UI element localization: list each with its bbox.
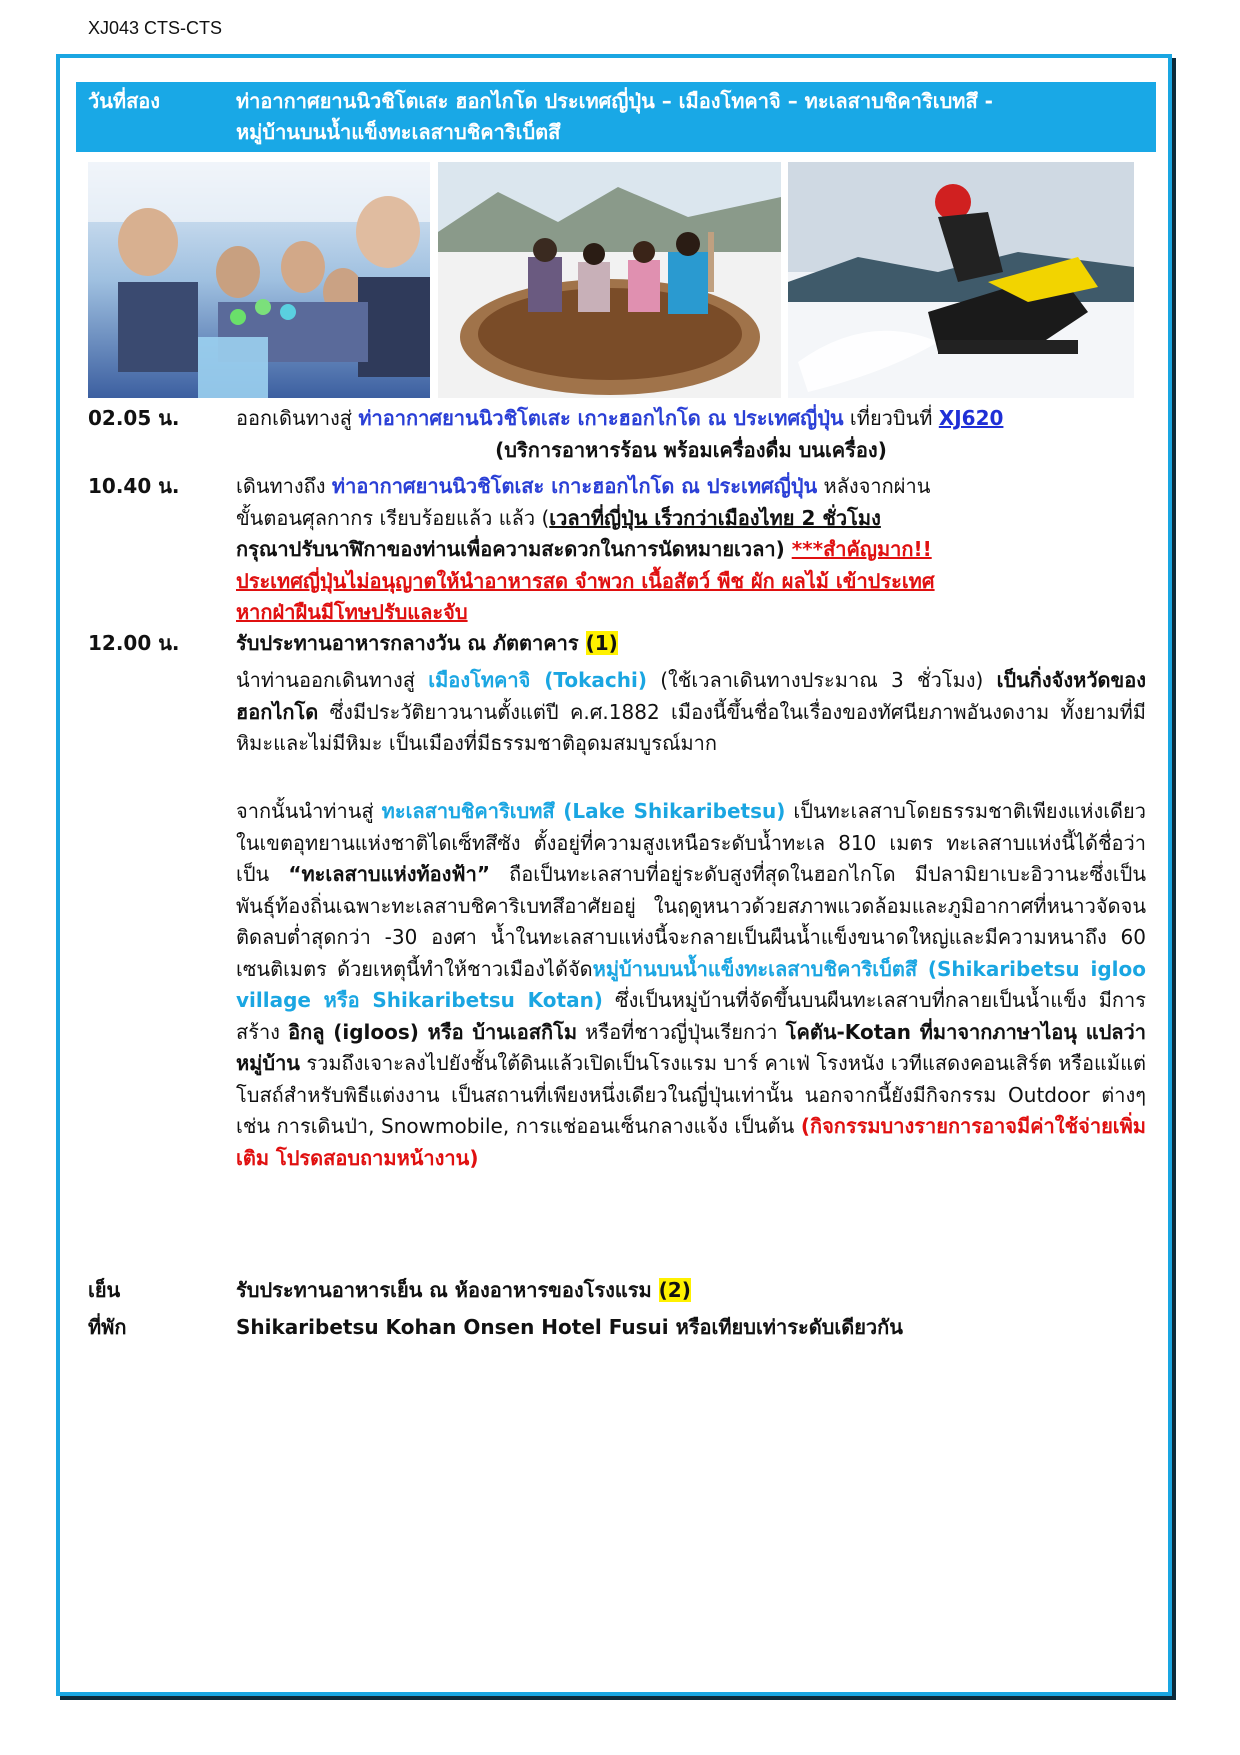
para2-a: จากนั้นนำท่านสู่ xyxy=(236,799,382,823)
igloo-village-name: หมู่บ้านบนน้ำแข็งทะเลสาบชิคาริเบ็ตสึ (Shikaribetsu igloo village หรือ Shikaribetsu Kotan) xyxy=(236,956,1146,1012)
warning-important: ***สำคัญมาก!! xyxy=(791,537,932,561)
para1-a: นำท่านออกเดินทางสู่ xyxy=(236,668,429,692)
flight-number-link[interactable]: XJ620 xyxy=(938,406,1004,430)
warning-line3: หากฝ่าฝืนมีโทษปรับและจับ xyxy=(236,600,468,624)
para2-e: หรือที่ชาวญี่ปุ่นเรียกว่า xyxy=(577,1019,786,1044)
para1-bold: เป็นกิ่งจังหวัดของฮอกไกโด xyxy=(236,668,1146,724)
para2-f: รวมถึงเจาะลงไปยังชั้นใต้ดินแล้วเปิดเป็นโรงแรม บาร์ คาเฟ่ โรงหนัง เวทีแสดงคอนเสิร์ต หรือแม้แต่โบสถ์สำหรับพิธีแต่งงาน เป็นสถานที่เพียงหนึ่งเดียวในญี่ปุ่นเท่านั้น นอกจากนี้ยังมีกิจกรรม Outdoor ต่างๆ เช่น การเดินป่า, Snowmobile, การแช่ออนเซ็นกลางแจ้ง เป็นต้น xyxy=(236,1051,1146,1138)
row2-post: หลังจากผ่าน xyxy=(817,474,931,498)
day-title-line1: ท่าอากาศยานนิวชิโตเสะ ฮอกไกโด ประเทศญี่ปุ่น – เมืองโทคาจิ – ทะเลสาบชิคาริเบทสึ - xyxy=(236,89,993,113)
city-name: เมืองโทคาจิ (Tokachi) xyxy=(428,668,647,692)
snowmobile-photo xyxy=(788,162,1134,398)
day-title-line2: หมู่บ้านบนน้ำแข็งทะเลสาบชิคาริเบ็ตสึ xyxy=(236,120,561,144)
itinerary-row-1200 xyxy=(88,628,1146,660)
foot-bath-photo xyxy=(438,162,781,398)
day-heading-bar xyxy=(76,82,1156,152)
time-label: 02.05 น. xyxy=(88,406,180,430)
time-label: 12.00 น. xyxy=(88,631,180,655)
sky-lake-quote: “ทะเลสาบแห่งท้องฟ้า” xyxy=(288,862,490,886)
ice-bar-photo xyxy=(88,162,430,398)
igloo-term: อิกลู (igloos) หรือ บ้านเอสกิโม xyxy=(288,1019,578,1044)
row2-time-diff: เวลาที่ญี่ปุ่น เร็วกว่าเมืองไทย 2 ชั่วโมง xyxy=(549,505,881,530)
itinerary-row-1040 xyxy=(88,471,1146,629)
hotel-post: หรือเทียบเท่าระดับเดียวกัน xyxy=(668,1315,903,1339)
row2-pre: เดินทางถึง xyxy=(236,474,332,498)
hotel-row xyxy=(88,1312,1146,1344)
kotan-term: โคตัน-Kotan ที่มาจากภาษาไอนุ แปลว่า หมู่บ้าน xyxy=(236,1019,1146,1075)
hotel-name: Shikaribetsu Kohan Onsen Hotel Fusui xyxy=(236,1315,669,1339)
row2-place: ท่าอากาศยานนิวชิโตเสะ เกาะฮอกไกโด ณ ประเทศญี่ปุ่น xyxy=(331,474,818,498)
para2-d: ซึ่งเป็นหมู่บ้านที่จัดขึ้นบนผืนทะเลสาบที่กลายเป็นน้ำแข็ง มีการสร้าง xyxy=(236,988,1146,1044)
para2-b: เป็นทะเลสาบโดยธรรมชาติเพียงแห่งเดียวในเขตอุทยานแห่งชาติไดเซ็ทสึซัง ตั้งอยู่ที่ความสูงเหนือระดับน้ำทะเล 810 เมตร ทะเลสาบแห่งนี้ได้ชื่อว่าเป็น xyxy=(236,799,1146,886)
day-label: วันที่สอง xyxy=(88,89,161,113)
meal-number: (2) xyxy=(658,1278,691,1302)
time-label: 10.40 น. xyxy=(88,474,180,498)
shikaribetsu-paragraph xyxy=(88,796,1146,1174)
row1-meal: (บริการอาหารร้อน พร้อมเครื่องดื่ม บนเครื่อง) xyxy=(495,437,887,462)
row1-pre: ออกเดินทางสู่ xyxy=(236,406,359,430)
extra-cost-note: (กิจกรรมบางรายการอาจมีค่าใช้จ่ายเพิ่มเติม โปรดสอบถามหน้างาน) xyxy=(236,1114,1146,1170)
para1-c: ซึ่งมีประวัติยาวนานตั้งแต่ปี ค.ศ.1882 เมืองนี้ขึ้นชื่อในเรื่องของทัศนียภาพอันงดงาม ทั้งยามที่มีหิมะและไม่มีหิมะ เป็นเมืองที่มีธรรมชาติอุดมสมบูรณ์มาก xyxy=(236,699,1146,755)
row2-line3a: กรุณาปรับนาฬิกาของท่านเพื่อความสะดวกในการนัดหมายเวลา) xyxy=(236,537,792,561)
tokachi-paragraph xyxy=(88,665,1146,760)
row3-text: รับประทานอาหารกลางวัน ณ ภัตตาคาร xyxy=(236,631,586,655)
dinner-label: เย็น xyxy=(88,1278,121,1302)
dinner-text: รับประทานอาหารเย็น ณ ห้องอาหารของโรงแรม xyxy=(236,1278,659,1302)
day-title xyxy=(236,86,1146,148)
lake-name: ทะเลสาบชิคาริเบทสึ (Lake Shikaribetsu) xyxy=(381,799,786,823)
dinner-row xyxy=(88,1275,1146,1307)
para2-c: ถือเป็นทะเลสาบที่อยู่ระดับสูงที่สุดในฮอกไกโด มีปลามิยาเบะอิวานะซึ่งเป็นพันธุ์ท้องถิ่นเฉพาะทะเลสาบชิคาริเบทสึอาศัยอยู่ ในฤดูหนาวด้วยสภาพแวดล้อมและภูมิอากาศที่หนาวจัดจนติดลบต่ำสุดกว่า -30 องศา น้ำในทะเลสาบแห่งนี้จะกลายเป็นผืนน้ำแข็งขนาดใหญ่และมีความหนาถึง 60 เซนติเมตร ด้วยเหตุนี้ทำให้ชาวเมืองได้จัด xyxy=(236,862,1146,981)
row2-line2a: ขั้นตอนศุลกากร เรียบร้อยแล้ว แล้ว ( xyxy=(236,505,550,530)
itinerary-row-0205 xyxy=(88,403,1146,466)
row1-mid: เที่ยวบินที่ xyxy=(843,406,939,430)
meal-number: (1) xyxy=(585,631,618,655)
warning-line2: ประเทศญี่ปุ่นไม่อนุญาตให้นำอาหารสด จำพวก เนื้อสัตว์ พืช ผัก ผลไม้ เข้าประเทศ xyxy=(236,568,935,593)
row1-place: ท่าอากาศยานนิวชิโตเสะ เกาะฮอกไกโด ณ ประเทศญี่ปุ่น xyxy=(358,406,844,430)
document-code: XJ043 CTS-CTS xyxy=(88,18,223,38)
para1-b: (ใช้เวลาเดินทางประมาณ 3 ชั่วโมง) xyxy=(646,668,997,692)
hotel-label: ที่พัก xyxy=(88,1315,127,1339)
